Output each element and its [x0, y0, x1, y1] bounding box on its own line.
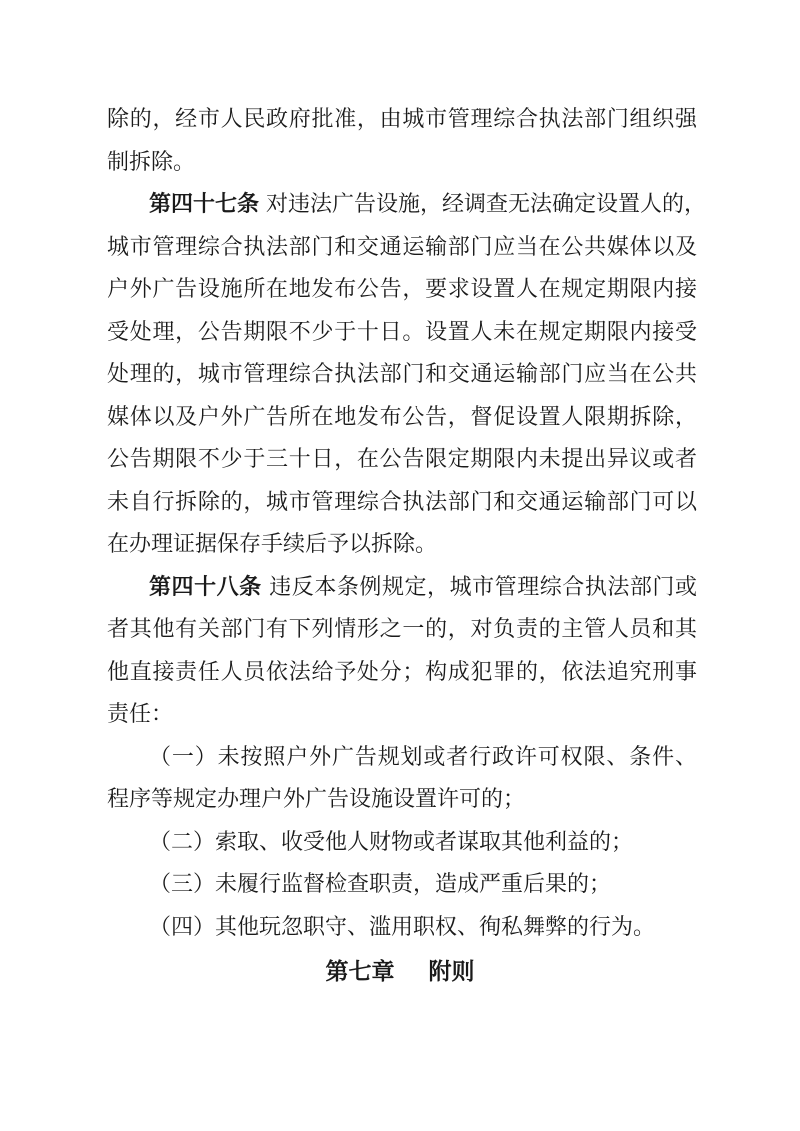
- list-item-4: （四）其他玩忽职守、滥用职权、徇私舞弊的行为。: [149, 915, 656, 940]
- text-line: 处理的，城市管理综合执法部门和交通运输部门应当在公共: [107, 362, 697, 387]
- text-span: 违反本条例规定，城市管理综合执法部门或: [269, 575, 697, 600]
- article-47-first-line: [149, 191, 707, 219]
- list-item-2: （二）索取、收受他人财物或者谋取其他利益的；: [149, 830, 634, 855]
- article-48-first-line: [149, 574, 697, 602]
- list-item-1: （一）未按照户外广告规划或者行政许可权限、条件、: [149, 745, 697, 770]
- text-line: 制拆除。: [107, 150, 196, 175]
- text-span: 对违法广告设施，经调查无法确定设置人的，: [266, 192, 707, 217]
- text-line: 在办理证据保存手续后予以拆除。: [107, 532, 438, 557]
- text-line: 除的，经市人民政府批准，由城市管理综合执法部门组织强: [107, 107, 697, 132]
- text-line: 受处理，公告期限不少于十日。设置人未在规定期限内接受: [107, 320, 697, 345]
- text-line: 未自行拆除的，城市管理综合执法部门和交通运输部门可以: [107, 490, 697, 515]
- article-47-number: 第四十七条: [149, 192, 260, 217]
- chapter-number: 第七章: [325, 959, 395, 985]
- text-line: 他直接责任人员依法给予处分；构成犯罪的，依法追究刑事: [107, 660, 697, 685]
- chapter-title: 附则: [428, 959, 475, 985]
- text-line: 者其他有关部门有下列情形之一的，对负责的主管人员和其: [107, 617, 697, 642]
- text-line: 媒体以及户外广告所在地发布公告，督促设置人限期拆除，: [107, 405, 697, 430]
- list-item-3: （三）未履行监督检查职责，造成严重后果的；: [149, 872, 612, 897]
- chapter-heading: [0, 958, 800, 986]
- text-line: 城市管理综合执法部门和交通运输部门应当在公共媒体以及: [107, 235, 697, 260]
- text-line: 公告期限不少于三十日，在公告限定期限内未提出异议或者: [107, 447, 697, 472]
- text-line: 责任：: [107, 702, 174, 727]
- text-line: 户外广告设施所在地发布公告，要求设置人在规定期限内接: [107, 277, 697, 302]
- list-item-1-continued: 程序等规定办理户外广告设施设置许可的；: [107, 787, 526, 812]
- article-48-number: 第四十八条: [149, 575, 262, 600]
